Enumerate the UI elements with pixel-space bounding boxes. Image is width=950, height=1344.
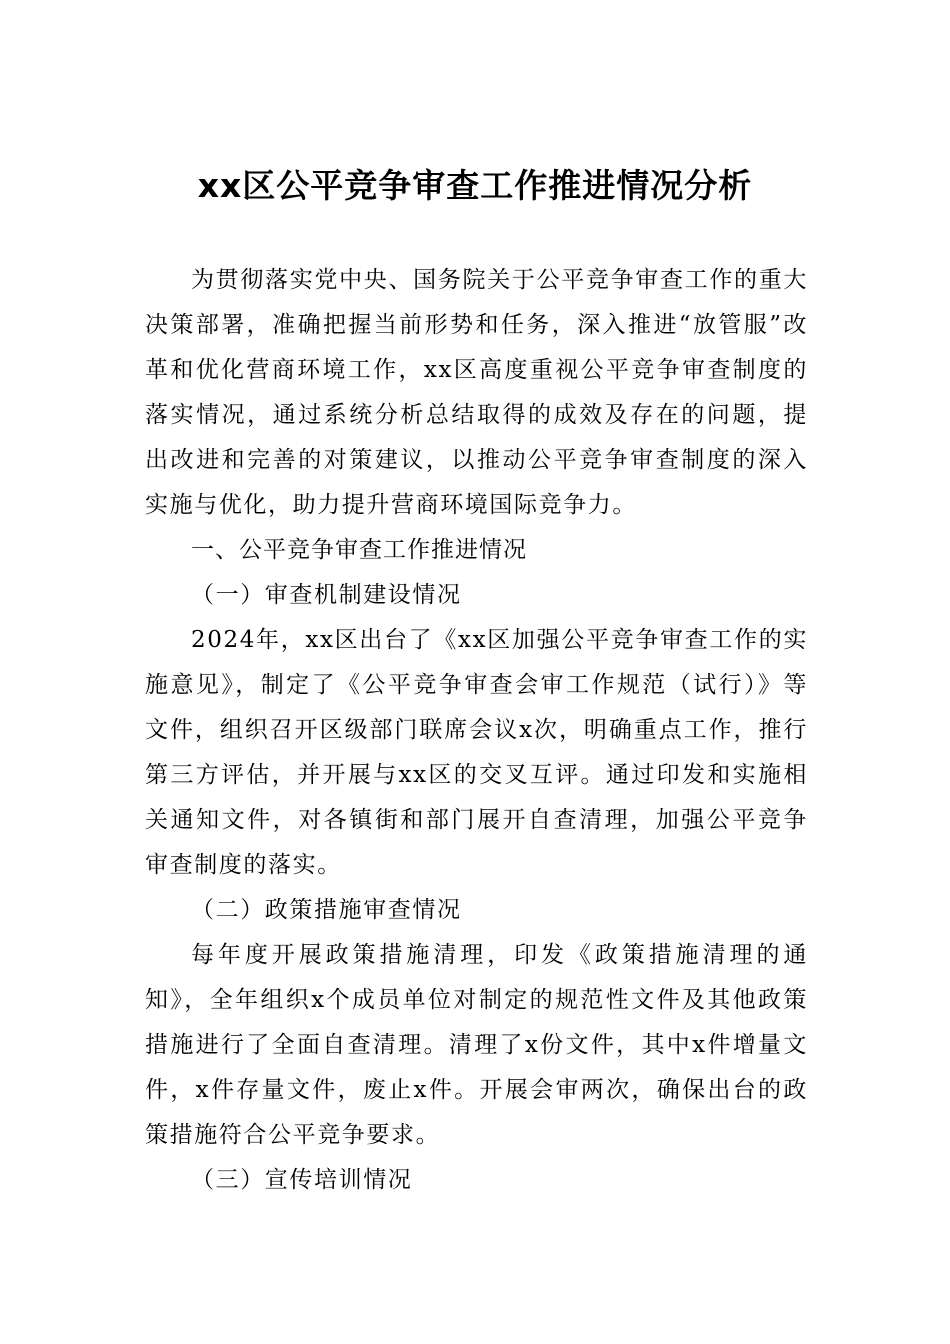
subsection-paragraph-2: 每年度开展政策措施清理，印发《政策措施清理的通知》，全年组织x个成员单位对制定的规范性文件及其他政策措施进行了全面自查清理。清理了x份文件，其中x件增量文件，x件存量文件，废止x件。开展会审两次，确保出台的政策措施符合公平竞争要求。	[145, 942, 808, 1148]
subsection-heading-3: （三）宣传培训情况	[191, 1167, 413, 1193]
document-body	[145, 258, 808, 1203]
section-heading-1: 一、公平竞争审查工作推进情况	[191, 537, 527, 563]
subsection-paragraph-1: 2024年，xx区出台了《xx区加强公平竞争审查工作的实施意见》，制定了《公平竞争审查会审工作规范（试行）》等文件，组织召开区级部门联席会议x次，明确重点工作，推行第三方评估，并开展与xx区的交叉互评。通过印发和实施相关通知文件，对各镇街和部门展开自查清理，加强公平竞争审查制度的落实。	[145, 627, 808, 878]
subsection-heading-2: （二）政策措施审查情况	[191, 897, 462, 923]
subsection-heading-1: （一）审查机制建设情况	[191, 582, 462, 608]
intro-paragraph: 为贯彻落实党中央、国务院关于公平竞争审查工作的重大决策部署，准确把握当前形势和任务，深入推进“放管服”改革和优化营商环境工作，xx区高度重视公平竞争审查制度的落实情况，通过系统分析总结取得的成效及存在的问题，提出改进和完善的对策建议，以推动公平竞争审查制度的深入实施与优化，助力提升营商环境国际竞争力。	[145, 267, 808, 518]
document-title: xx区公平竞争审查工作推进情况分析	[197, 166, 753, 205]
